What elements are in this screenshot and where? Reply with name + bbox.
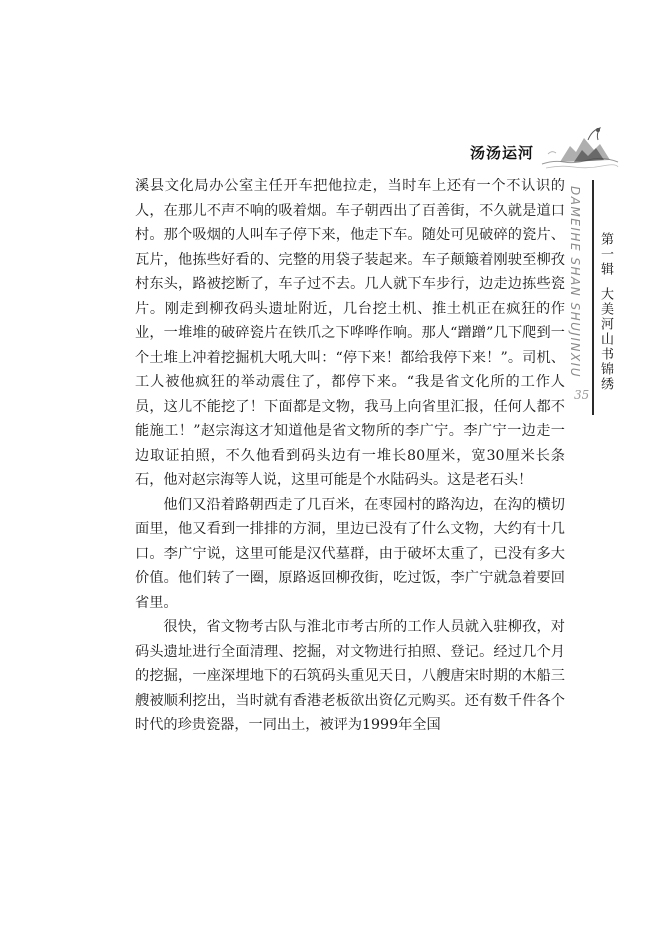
paragraph-3: 很快，省文物考古队与淮北市考古所的工作人员就入驻柳孜，对码头遗址进行全面清理、挖掘，对文物进行拍照、登记。经过几个月的挖掘，一座深埋地下的石筑码头重见天日，八艘唐宋时期的木船三艘被顺利挖出，当时就有香港老板欲出资亿元购买。还有数千件各个时代的珍贵瓷器，一同出土，被评为1999年全国 bbox=[135, 619, 565, 733]
sidebar-latin-title: DAMEIHE SHAN SHUJINXIU bbox=[568, 186, 582, 379]
sidebar-chapter-label: 第一辑 bbox=[598, 232, 613, 277]
running-header bbox=[430, 120, 630, 180]
page-number: 35 bbox=[574, 388, 590, 402]
paragraph-2: 他们又沿着路朝西走了几百米，在枣园村的路沟边，在沟的横切面里，他又看到一排排的方洞，里边已没有了什么文物，大约有十几口。李广宁说，这里可能是汉代墓群，由于破坏太重了，已没有多大价值。他们转了一圈，原路返回柳孜街，吃过饭，李广宁就急着要回省里。 bbox=[135, 496, 565, 611]
paragraph-1: 溪县文化局办公室主任开车把他拉走，当时车上还有一个不认识的人，在那儿不声不响的吸着烟。车子朝西出了百善街，不久就是道口村。那个吸烟的人叫车子停下来，他走下车。随处可见破碎的瓷片、瓦片，他拣些好看的、完整的用袋子装起来。车子颠簸着刚驶至柳孜村东头，路被挖断了，车子过不去。几人就下车步行，边走边拣些瓷片。刚走到柳孜码头遗址附近，几台挖土机、推土机正在疯狂的作业，一堆堆的破碎瓷片在铁爪之下哗哗作响。那人“蹭蹭”几下爬到一个土堆上冲着挖掘机大吼大叫：“停下来！都给我停下来！”。司机、工人被他疯狂的举动震住了，都停下来。“我是省文化所的工作人员，这儿不能挖了！下面都是文物，我马上向省里汇报，任何人都不能施工！”赵宗海这才知道他是省文物所的李广宁。李广宁一边走一边取证拍照，不久他看到码头边有一堆长80厘米，宽30厘米长条石，他对赵宗海等人说，这里可能是个水陆码头。这是老石头！ bbox=[135, 178, 565, 488]
running-header-title: 汤汤运河 bbox=[470, 144, 535, 162]
sidebar-chapter-title: 大美河山书锦绣 bbox=[598, 287, 613, 392]
body-text bbox=[135, 174, 565, 738]
sidebar-chapter bbox=[596, 232, 615, 392]
sidebar-divider bbox=[592, 180, 594, 415]
ink-landscape-icon bbox=[540, 120, 620, 176]
